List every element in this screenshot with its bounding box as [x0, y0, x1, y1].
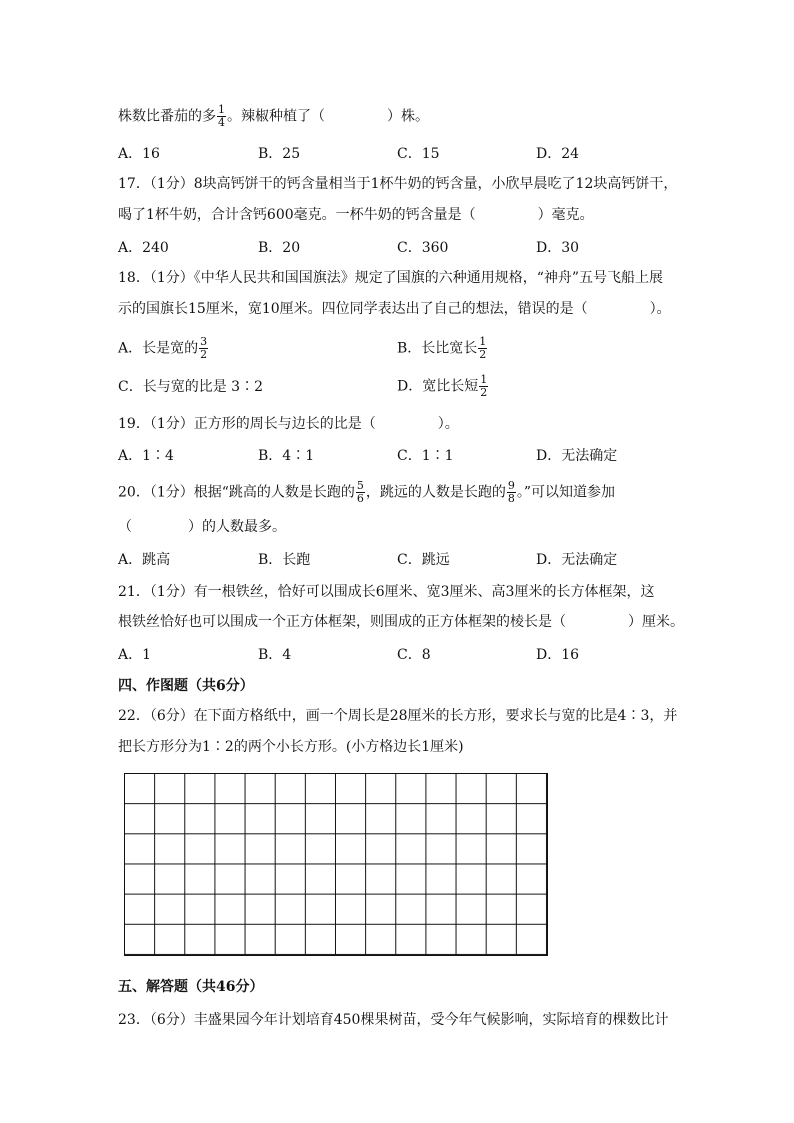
- q17-option-c[interactable]: C．360: [397, 240, 449, 256]
- q20-option-c[interactable]: C．跳远: [397, 552, 450, 568]
- q17-line2: 喝了1杯牛奶，合计含钙600毫克。一杯牛奶的钙含量是（ ）毫克。: [118, 207, 594, 223]
- q16-fraction: $\frac{1}{4}$: [218, 103, 225, 129]
- q21-option-c[interactable]: C．8: [397, 647, 431, 663]
- q23-line1: 23．（6分）丰盛果园今年计划培育450棵果树苗，受今年气候影响，实际培育的棵数比计: [118, 1012, 669, 1028]
- q22-line2: 把长方形分为1∶2的两个小长方形。(小方格边长1厘米): [118, 739, 464, 755]
- q19-option-d[interactable]: D．无法确定: [536, 448, 618, 464]
- q20-fraction-2: $\frac{9}{8}$: [507, 479, 515, 505]
- q22-line1: 22．（6分）在下面方格纸中，画一个周长是28厘米的长方形，要求长与宽的比是4∶3，并: [118, 708, 678, 724]
- q18-option-d[interactable]: D．宽比长短 $\frac{1}{2}$: [397, 373, 488, 399]
- q20-option-d[interactable]: D．无法确定: [536, 552, 618, 568]
- q19-option-a[interactable]: A．1∶4: [118, 448, 174, 464]
- q20-option-a[interactable]: A．跳高: [118, 552, 171, 568]
- q19-line1: 19．（1分）正方形的周长与边长的比是（ ）。: [118, 416, 459, 432]
- q21-line1: 21．（1分）有一根铁丝，恰好可以围成长6厘米、宽3厘米、高3厘米的长方体框架，这: [118, 584, 655, 600]
- q18-option-a[interactable]: A．长是宽的 $\frac{3}{2}$: [118, 335, 208, 361]
- q19-option-b[interactable]: B．4∶1: [258, 448, 315, 464]
- q18-option-c[interactable]: C．长与宽的比是 3∶2: [118, 379, 263, 395]
- square-grid-paper[interactable]: [124, 773, 548, 956]
- q16-option-a[interactable]: A．16: [118, 146, 160, 162]
- q17-line1: 17．（1分）8块高钙饼干的钙含量相当于1杯牛奶的钙含量，小欣早晨吃了12块高钙饼干，: [118, 176, 678, 192]
- q19-option-c[interactable]: C．1∶1: [397, 448, 454, 464]
- q18-option-b[interactable]: B．长比宽长 $\frac{1}{2}$: [397, 335, 487, 361]
- q16-option-c[interactable]: C．15: [397, 146, 440, 162]
- q18-line1: 18．（1分）《中华人民共和国国旗法》规定了国旗的六种通用规格，“神舟”五号飞船上展: [118, 270, 664, 286]
- q18-option-a-fraction: $\frac{3}{2}$: [200, 335, 208, 361]
- q17-option-b[interactable]: B．20: [258, 240, 301, 256]
- q20-fraction-1: $\frac{5}{6}$: [356, 479, 364, 505]
- q16-line1: 株数比番茄的多 $\frac{1}{4}$ 。辣椒种植了（ ）株。: [118, 103, 429, 129]
- q16-option-b[interactable]: B．25: [258, 146, 301, 162]
- q18-option-b-fraction: $\frac{1}{2}$: [479, 335, 487, 361]
- q20-option-b[interactable]: B．长跑: [258, 552, 311, 568]
- q21-line2: 根铁丝恰好也可以围成一个正方体框架，则围成的正方体框架的棱长是（ ）厘米。: [118, 614, 684, 630]
- q21-option-b[interactable]: B．4: [258, 647, 292, 663]
- q20-line2: （ ）的人数最多。: [118, 519, 286, 535]
- q21-option-a[interactable]: A．1: [118, 647, 152, 663]
- q18-option-d-fraction: $\frac{1}{2}$: [480, 373, 488, 399]
- q16-option-d[interactable]: D．24: [536, 146, 580, 162]
- q21-option-d[interactable]: D．16: [536, 647, 580, 663]
- q20-line1: 20．（1分）根据“跳高的人数是长跑的 $\frac{5}{6}$ ，跳远的人数是长跑的 $\frac{9}{8}$ 。”可以知道参加: [118, 479, 616, 505]
- q18-line2: 示的国旗长15厘米，宽10厘米。四位同学表达出了自己的想法，错误的是（ ）。: [118, 301, 671, 317]
- section-4-title: 四、作图题（共6分）: [118, 678, 254, 694]
- q17-option-d[interactable]: D．30: [536, 240, 580, 256]
- q17-option-a[interactable]: A．240: [118, 240, 169, 256]
- section-5-title: 五、解答题（共46分）: [118, 979, 264, 995]
